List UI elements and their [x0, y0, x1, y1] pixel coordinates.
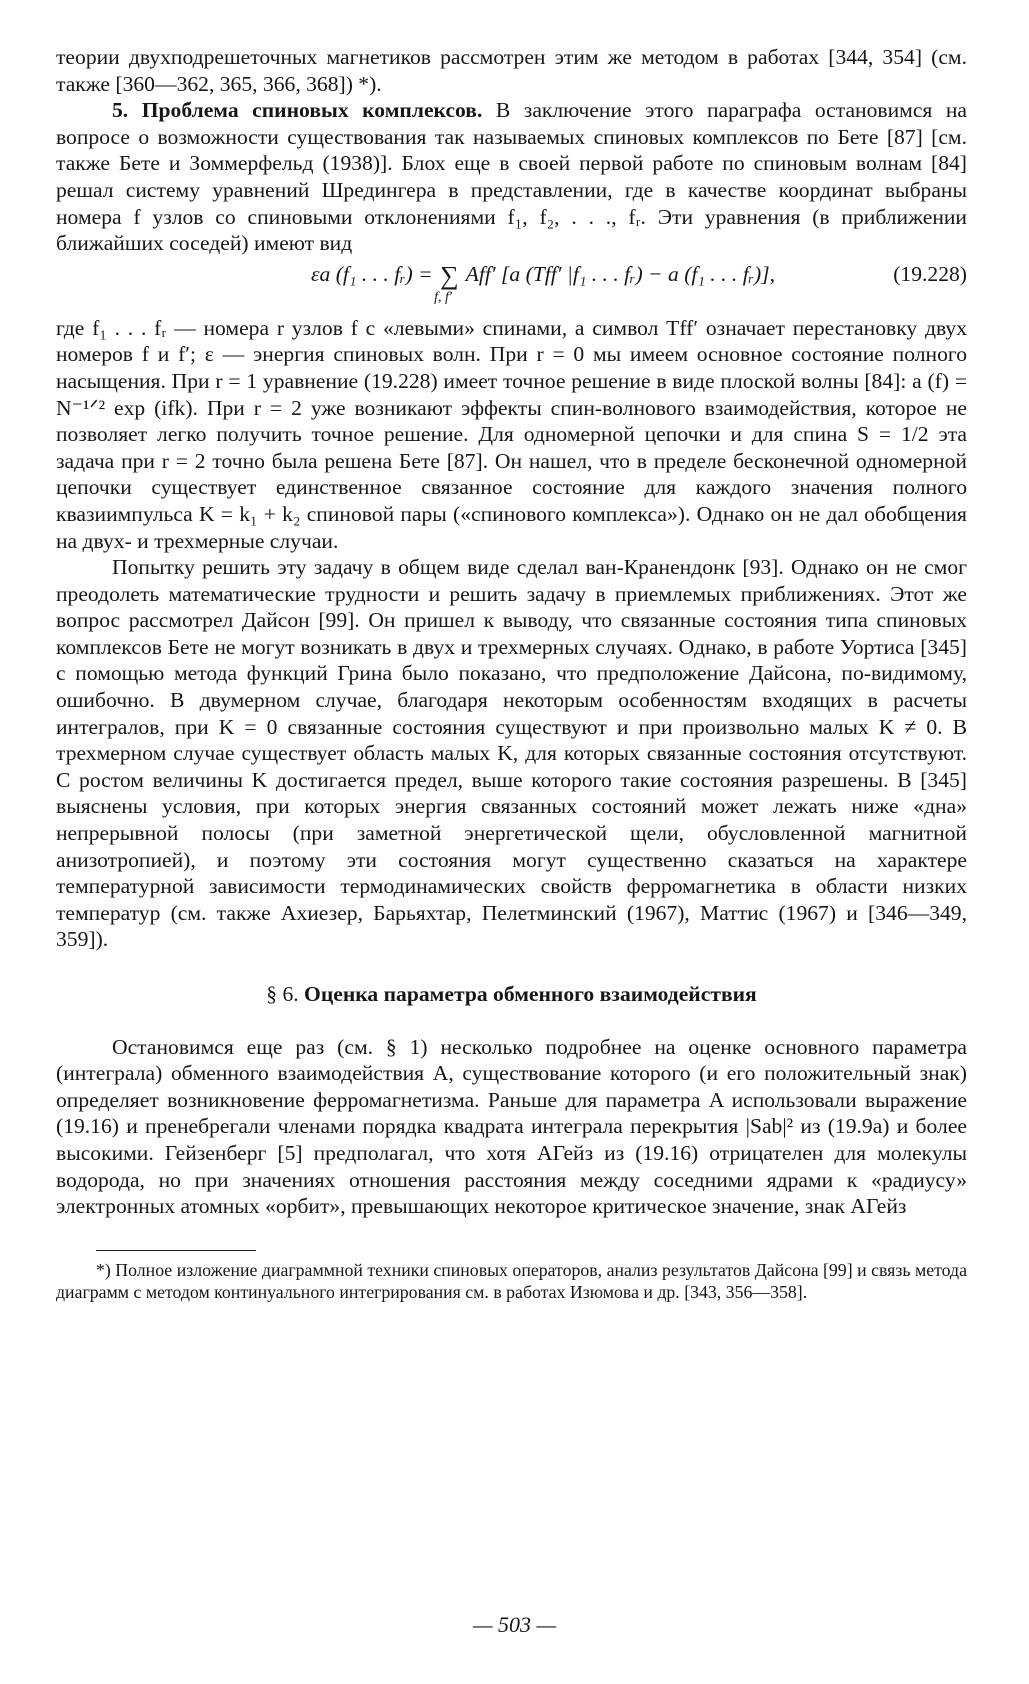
footnote: *) Полное изложение диаграммной техники спиновых операторов, анализ результатов Дайсона [99] и связь метода диаграмм с методом континуального интегрирования см. в работах Изюмова и др. [343, 356—358]. — [56, 1259, 967, 1302]
equation-number: (19.228) — [893, 261, 967, 286]
footnote-divider — [96, 1250, 256, 1251]
paragraph-after-equation: где f₁ . . . fᵣ — номера r узлов f с «левыми» спинами, а символ Tff′ означает перестановку двух номеров f и f′; ε — энергия спиновых волн. При r = 0 мы имеем основное состояние полного насыщения. При r = 1 уравнение (19.228) имеет точное решение в виде плоской волны [84]: a (f) = N⁻¹ᐟ² exp (ifk). При r = 2 уже возникают эффекты спин-волнового взаимодействия, которое не позволяет легко получить точное решение. Для одномерной цепочки и для спина S = 1/2 эта задача при r = 2 точно была решена Бете [87]. Он нашел, что в пределе бесконечной одномерной цепочки существует единственное связанное состояние для каждого значения полного квазиимпульса K = k₁ + k₂ спиновой пары («спинового комплекса»). Однако он не дал обобщения на двух- и трехмерные случаи. — [56, 315, 967, 553]
equation-body — [311, 260, 775, 305]
equation-rhs: Aff′ [a (Tff′ |f₁ . . . fᵣ) − a (f₁ . . . fᵣ)], — [465, 261, 775, 286]
paragraph-section-6: Остановимся еще раз (см. § 1) несколько подробнее на оценке основного параметра (интеграла) обменного взаимодействия A, существование которого (и его положительный знак) определяет возникновение ферромагнетизма. Раньше для параметра A использовали выражение (19.16) и пренебрегали членами порядка квадрата интеграла перекрытия |Sab|² из (19.9а) и более высокими. Гейзенберг [5] предполагал, что хотя AГейз из (19.16) отрицателен для молекулы водорода, но при значениях отношения расстояния между соседними ядрами к «радиусу» электронных атомных «орбит», превышающих некоторое критическое значение, знак AГейз — [56, 1034, 967, 1219]
section-number: § 6. — [266, 982, 299, 1006]
sum-symbol — [434, 260, 459, 305]
sum-glyph: ∑ — [440, 260, 459, 290]
page-number: — 503 — — [472, 1612, 557, 1637]
paragraph-spin-complexes — [56, 97, 967, 257]
paragraph-intro: теории двухподрешеточных магнетиков рассмотрен этим же методом в работах [344, 354] (см. также [360—362, 365, 366, 368]) *). — [56, 45, 967, 96]
equation-lhs: εa (f₁ . . . fᵣ) = — [311, 261, 433, 286]
equation-19-228 — [56, 261, 967, 305]
section-heading — [56, 981, 967, 1008]
section-title: Оценка параметра обменного взаимодействия — [298, 982, 757, 1006]
paragraph-spin-complexes-text: В заключение этого параграфа остановимся на вопросе о возможности существования так называемых спиновых комплексов по Бете [87] [см. также Бете и Зоммерфельд (1938)]. Блох еще в своей первой работе по спиновым волнам [84] решал систему уравнений Шредингера в представлении, где в качестве координат выбраны номера f узлов со спиновыми отклонениями f₁, f₂, . . ., fᵣ. Эти уравнения (в приближении ближайших соседей) имеют вид — [56, 98, 967, 256]
paragraph-attempt: Попытку решить эту задачу в общем виде сделал ван-Кранендонк [93]. Однако он не смог преодолеть математические трудности и решить задачу в приемлемых приближениях. Этот же вопрос рассмотрел Дайсон [99]. Он пришел к выводу, что связанные состояния типа спиновых комплексов Бете не могут возникать в двух и трехмерных случаях. Однако, в работе Уортиса [345] с помощью метода функций Грина было показано, что предположение Дайсона, по-видимому, ошибочно. В двумерном случае, благодаря некоторым особенностям входящих в расчеты интегралов, при K = 0 связанные состояния существуют и при произвольно малых K ≠ 0. В трехмерном случае существует область малых K, для которых связанные состояния отсутствуют. С ростом величины K достигается предел, выше которого такие состояния разрешены. В [345] выяснены условия, при которых энергия связанных состояний может лежать ниже «дна» непрерывной полосы (при заметной энергетической щели, обусловленной магнитной анизотропией), и поэтому эти состояния могут существенно сказаться на характере температурной зависимости термодинамических свойств ферромагнетика в области низких температур (см. также Ахиезер, Барьяхтар, Пелетминский (1967), Маттис (1967) и [346—349, 359]). — [56, 555, 967, 952]
sum-subscript: f, f′ — [434, 289, 452, 305]
subsection-title: 5. Проблема спиновых комплексов. — [112, 98, 483, 123]
